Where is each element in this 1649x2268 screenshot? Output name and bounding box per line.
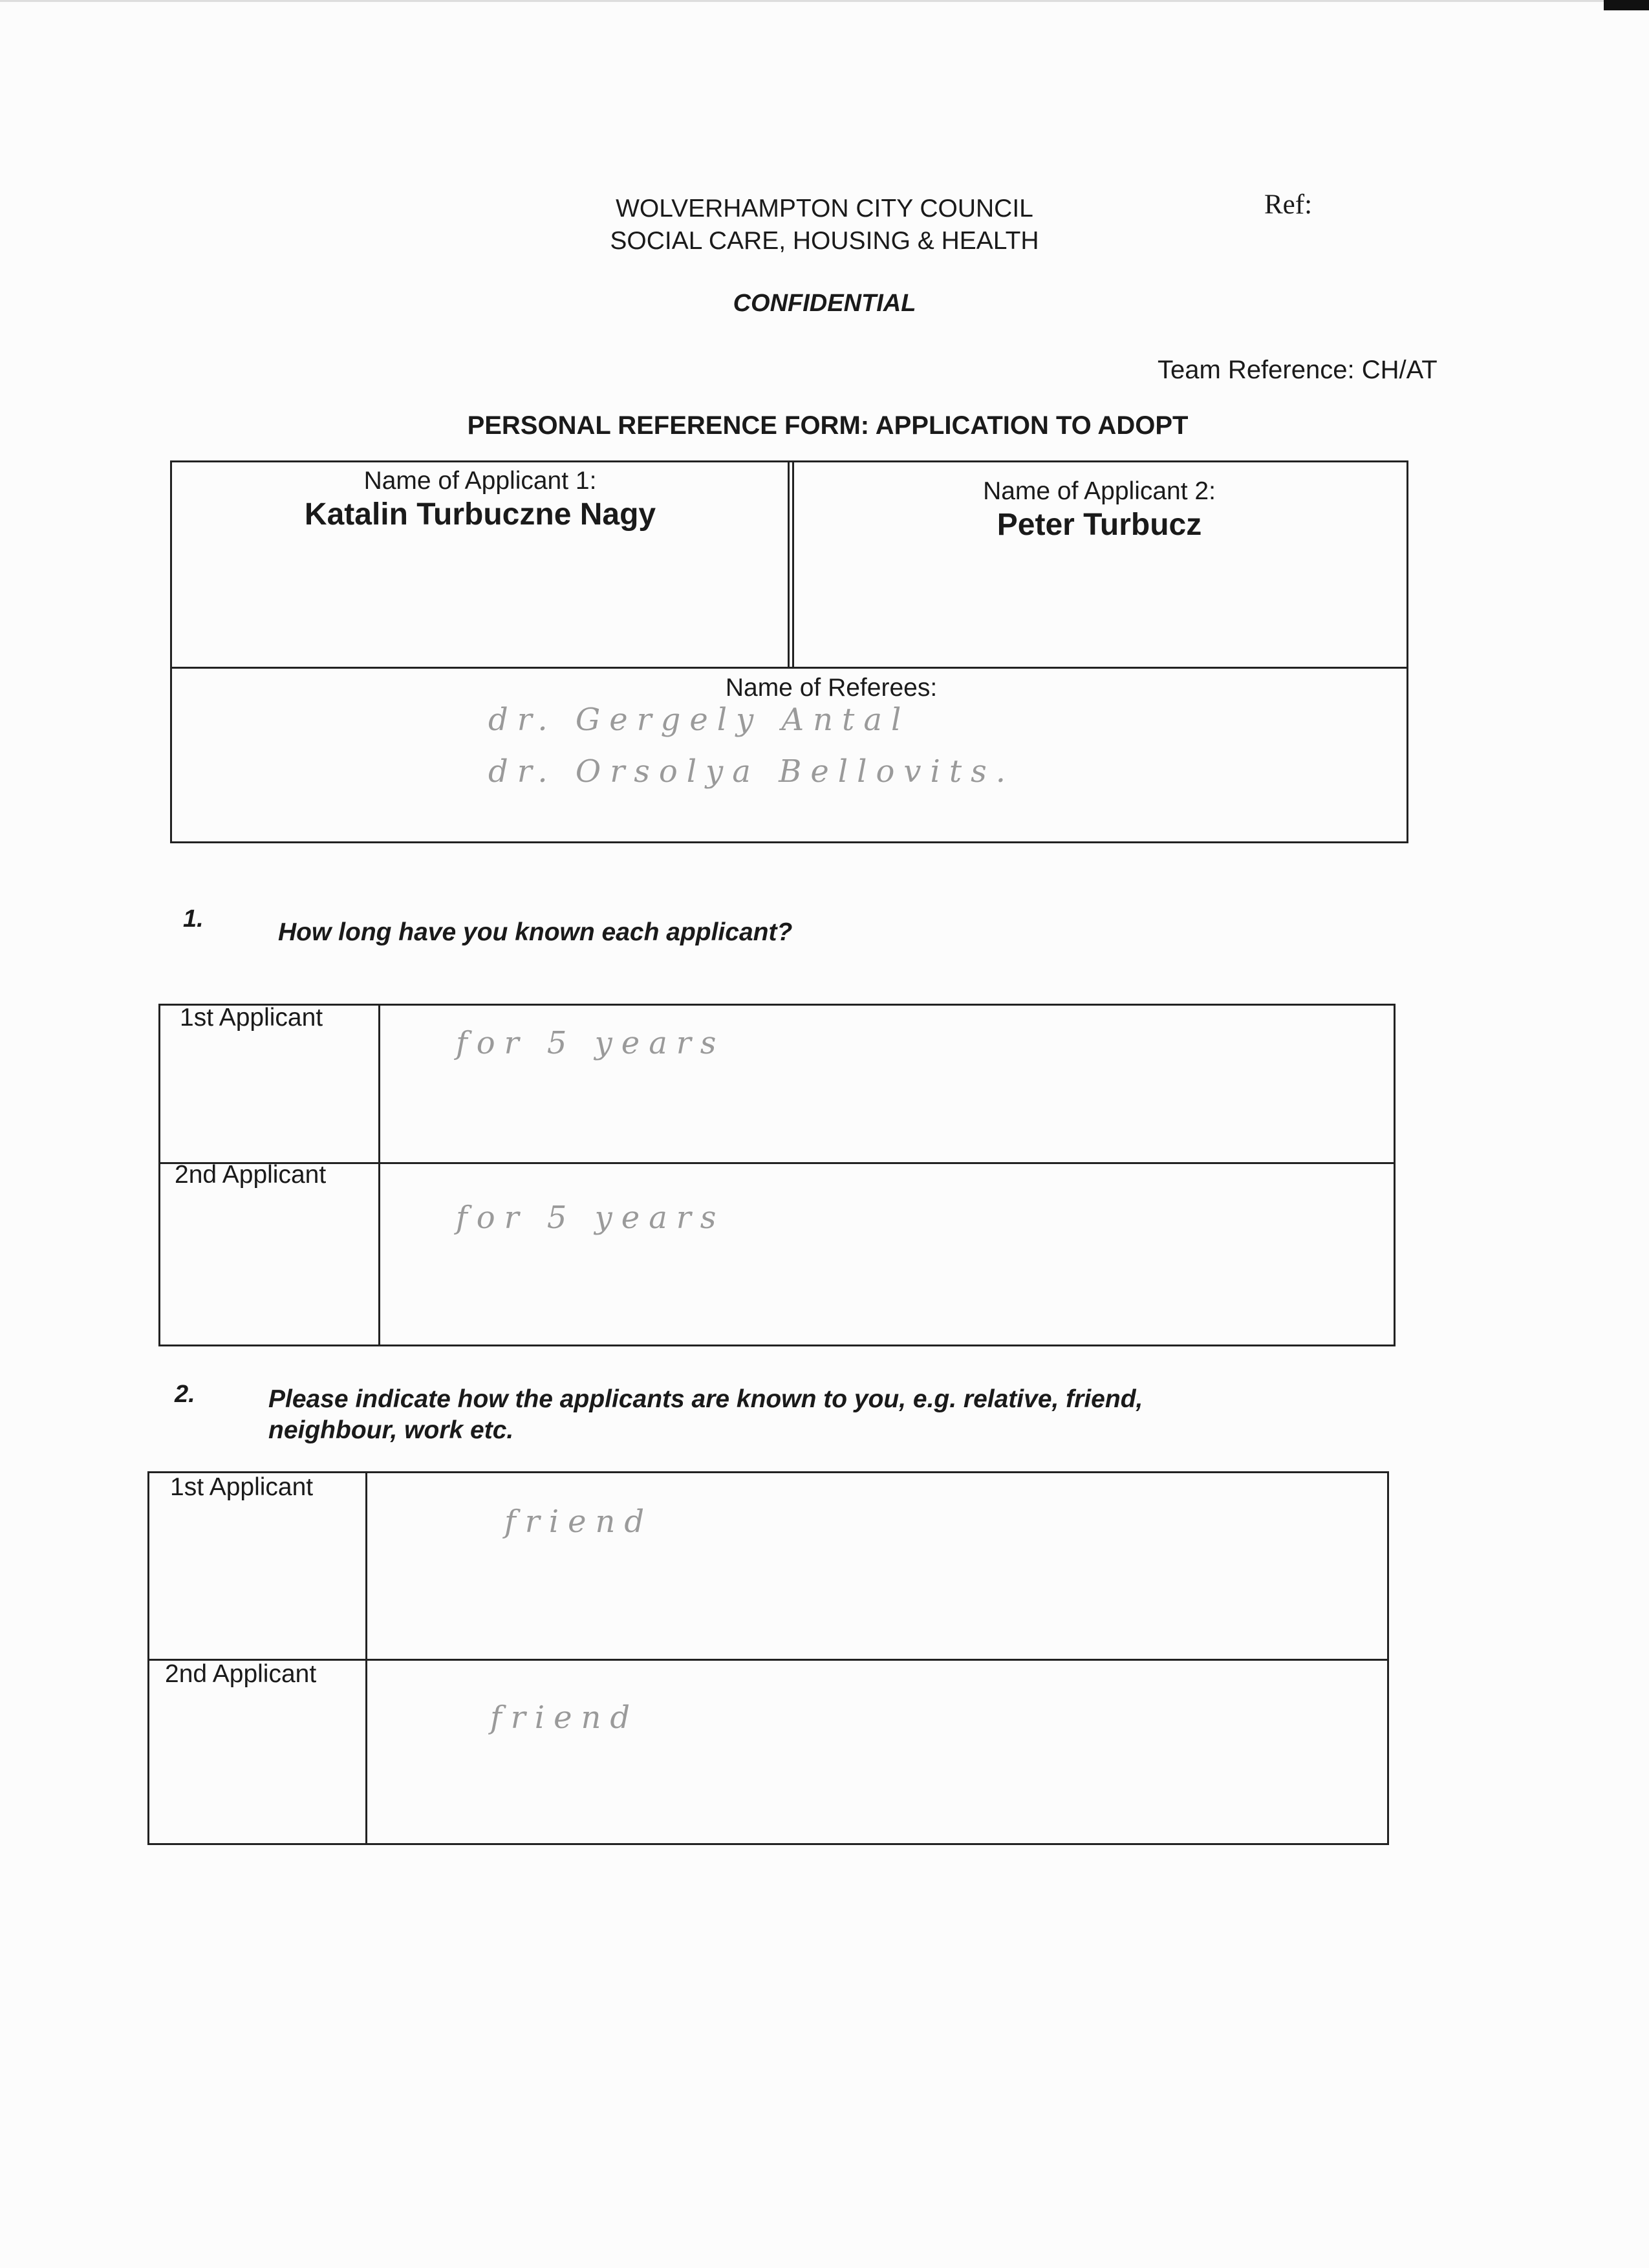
question-1-number: 1.: [183, 905, 204, 933]
question-2-text: [268, 1384, 1143, 1446]
question-2-table: [147, 1471, 1389, 1845]
applicant-1-label: Name of Applicant 1:: [363, 467, 597, 495]
applicants-divider-double: [792, 460, 794, 669]
question-2-text-line-1: Please indicate how the applicants are known to you, e.g. relative, friend,: [268, 1385, 1143, 1413]
q2-row-1-label: 1st Applicant: [170, 1473, 314, 1501]
q2-row-2-answer: friend: [490, 1700, 640, 1736]
referees-label: Name of Referees:: [725, 674, 938, 702]
form-title: PERSONAL REFERENCE FORM: APPLICATION TO ADOPT: [467, 411, 1189, 440]
question-2-text-line-2: neighbour, work etc.: [268, 1416, 514, 1444]
confidential-label: CONFIDENTIAL: [733, 290, 916, 317]
q1-row-1-answer: for 5 years: [456, 1025, 726, 1061]
question-2-number: 2.: [175, 1381, 195, 1408]
referees-divider: [170, 667, 1408, 669]
applicant-1-name: Katalin Turbuczne Nagy: [304, 497, 656, 532]
question-1-table: [158, 1004, 1396, 1346]
question-1-column-divider: [378, 1004, 380, 1346]
scan-edge: [0, 0, 1649, 2]
applicant-2-label: Name of Applicant 2:: [983, 477, 1216, 505]
team-reference: Team Reference: CH/AT: [1158, 356, 1438, 384]
scan-corner-mark: [1604, 0, 1649, 10]
q1-row-1-label: 1st Applicant: [180, 1004, 323, 1031]
org-department: SOCIAL CARE, HOUSING & HEALTH: [610, 227, 1039, 255]
q2-row-2-label: 2nd Applicant: [165, 1660, 317, 1688]
org-name: WOLVERHAMPTON CITY COUNCIL: [616, 195, 1033, 222]
applicant-2-cell: [795, 477, 1403, 543]
question-1-text: How long have you known each applicant?: [278, 918, 793, 946]
referee-1-handwritten: dr. Gergely Antal: [488, 702, 911, 738]
referee-2-handwritten: dr. Orsolya Bellovits.: [488, 753, 1015, 790]
question-1-row-divider: [158, 1162, 1396, 1164]
question-2-row-divider: [147, 1659, 1389, 1661]
question-2-column-divider: [365, 1471, 367, 1845]
applicant-1-cell: [175, 467, 786, 532]
ref-label: Ref:: [1264, 189, 1313, 220]
applicants-divider: [788, 460, 790, 669]
q1-row-2-label: 2nd Applicant: [175, 1161, 327, 1189]
q2-row-1-answer: friend: [504, 1504, 654, 1540]
applicant-2-name: Peter Turbucz: [997, 508, 1202, 542]
q1-row-2-answer: for 5 years: [456, 1200, 726, 1236]
org-header: [569, 193, 1080, 257]
